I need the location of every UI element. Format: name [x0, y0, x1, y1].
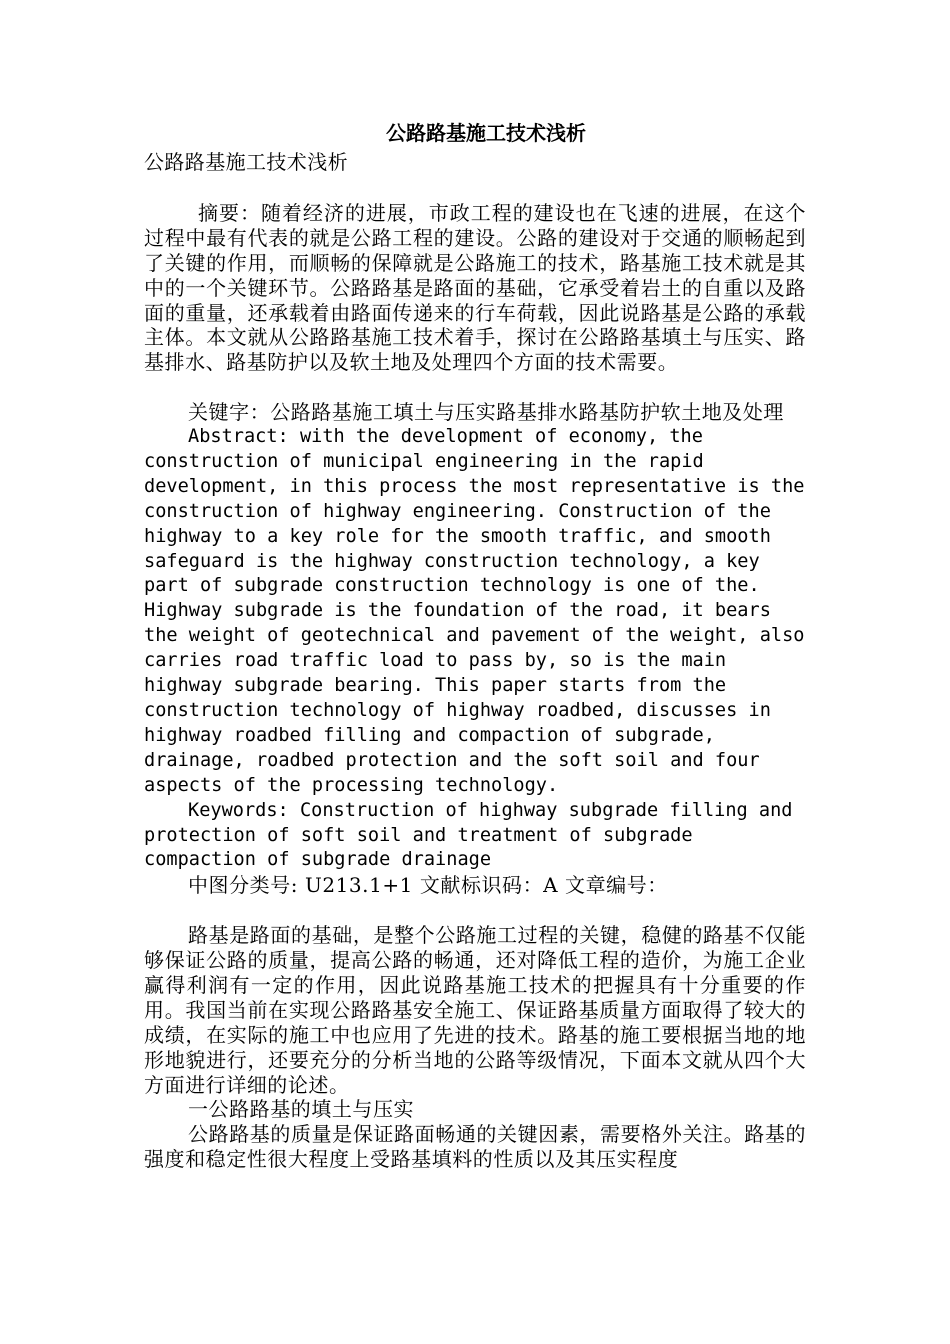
- spacer: [144, 898, 806, 923]
- keywords-cn: 关键字：公路路基施工填土与压实路基排水路基防护软土地及处理: [188, 400, 784, 425]
- spacer: [144, 375, 806, 400]
- section-1-paragraph: 公路路基的质量是保证路面畅通的关键因素，需要格外关注。路基的强度和稳定性很大程度上受路基填料的性质以及其压实程度: [144, 1122, 806, 1172]
- abstract-cn: 摘要：随着经济的进展，市政工程的建设也在飞速的进展，在这个过程中最有代表的就是公路工程的建设。公路的建设对于交通的顺畅起到了关键的作用，而顺畅的保障就是公路施工的技术，路基施工技术就是其中的一个关键环节。公路路基是路面的基础，它承受着岩土的自重以及路面的重量，还承载着由路面传递来的行车荷载，因此说路基是公路的承载主体。本文就从公路路基施工技术着手，探讨在公路路基填土与压实、路基排水、路基防护以及软土地及处理四个方面的技术需要。: [144, 200, 806, 375]
- section-heading-1: 一公路路基的填土与压实: [188, 1097, 415, 1122]
- document-page: [144, 118, 806, 1172]
- classification-line: 中图分类号: U213.1+1 文献标识码：A 文章编号：: [188, 873, 668, 898]
- keywords-en: Keywords: Construction of highway subgrade filling and protection of soft soil and treatment of subgrade compaction of subgrade drainage: [144, 799, 793, 871]
- spacer: [144, 176, 806, 201]
- abstract-en: Abstract: with the development of economy, the construction of municipal engineering in the rapid development, in this process the most representative is the construction of highway engineering. Construction of the highway to a key role for the smooth traffic, and smooth safeguard is the highway construction technology, a key part of subgrade construction technology is one of the. Highway subgrade is the foundation of the road, it bears the weight of geotechnical and pavement of the weight, also carries road traffic load to pass by, so is the main highway subgrade bearing. This paper starts from the construction technology of highway roadbed, discusses in highway roadbed filling and compaction of subgrade, drainage, roadbed protection and the soft soil and four aspects of the processing technology.: [144, 426, 805, 796]
- intro-paragraph: 路基是路面的基础，是整个公路施工过程的关键，稳健的路基不仅能够保证公路的质量，提高公路的畅通，还对降低工程的造价，为施工企业赢得利润有一定的作用，因此说路基施工技术的把握具有十分重要的作用。我国当前在实现公路路基安全施工、保证路基质量方面取得了较大的成绩，在实际的施工中也应用了先进的技术。路基的施工要根据当地的地形地貌进行，还要充分的分析当地的公路等级情况，下面本文就从四个大方面进行详细的论述。: [144, 923, 806, 1097]
- document-title: 公路路基施工技术浅析: [386, 121, 586, 145]
- document-subtitle: 公路路基施工技术浅析: [144, 150, 348, 174]
